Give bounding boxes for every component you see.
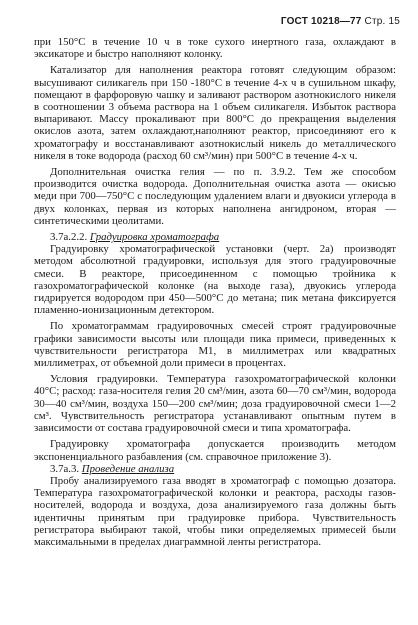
page-number: Стр. 15 <box>364 16 400 27</box>
section-heading <box>34 463 396 475</box>
section-title: Проведение анализа <box>81 462 175 475</box>
page-header <box>281 16 400 27</box>
paragraph: Условия градуировки. Температура газохроматографической колонки 40°С; расход: газа-носителя гелия 20 см³/мин, азота 60—70 см³/мин, водорода 30—40 см³/мин, воздуха 150—200 см³/мин; доза градуировочной смеси 1—2 см³. Чувствительность регистратора устанавливают опытным путем в зависимости от состава градуировочной смеси и типа хроматографа. <box>34 373 396 435</box>
section-heading <box>34 231 396 243</box>
paragraph: Катализатор для наполнения реактора готовят следующим образом: высушивают силикагель при 150 -180°С в течение 4-х ч в сушильном шкафу, помещают в фарфоровую чашку и заливают раствором азотнокислого никеля в соотношении 3 объема раствора на 1 объем силикагеля. Избыток раствора выпаривают. Массу прокаливают при 800°С до прекращения выделения окислов азота, затем охлаждают,наполняют реактор, присоединяют его к хроматографу и восстанавливают азотнокислый никель до металлического никеля в токе водорода (расход 60 см³/мин) при 500°С в течение 4-х ч. <box>34 64 396 162</box>
standard-code: ГОСТ 10218—77 <box>280 16 362 27</box>
section-number: 3.7а.3. <box>50 462 80 475</box>
section-title: Градуировка хроматографа <box>89 231 220 244</box>
paragraph: Пробу анализируемого газа вводят в хроматограф с помощью дозатора. Температура газохроматографической колонки и реактора, расходы газов-носителей, водорода и воздуха, доза анализируемого газа должны быть идентичны принятым при градуировке прибора. Чувствительность регистратора выбирают такой, чтобы пики определяемых примесей были максимальными в пределах диаграммной ленты регистратора. <box>34 474 396 548</box>
paragraph: По хроматограммам градуировочных смесей строят градуировочные графики зависимости высоты или площади пика примеси, приведенных к чувствительности регистратора M1, в миллиметрах или квадратных миллиметрах, от объемной доли примеси в процентах. <box>34 320 396 370</box>
section-number: 3.7а.2.2. <box>50 231 88 244</box>
paragraph: Дополнительная очистка гелия — по п. 3.9.2. Тем же способом производится очистка водорода. Дополнительная очистка азота — окисью меди при 700—750°С с последующим удалением влаги и двуокиси углерода в двух колонках, первая из которых наполнена ангидроном, вторая — синтетическими цеолитами. <box>34 166 396 227</box>
paragraph: Градуировку хроматографической установки (черт. 2а) производят методом абсолютной градуировки, используя для этого градуировочные смеси. В реакторе, присоединенном с помощью тройника к газохроматографической колонке (на выходе газа), двуокись углерода гидрируется водородом при 450—500°С до метана; пик метана фиксируется пламенно-ионизационным детектором. <box>34 243 396 317</box>
document-body <box>34 36 396 548</box>
paragraph: Градуировку хроматографа допускается производить методом экспоненциального разбавления (см. справочное приложение 3). <box>34 438 396 463</box>
paragraph: при 150°С в течение 10 ч в токе сухого инертного газа, охлаждают в эксикаторе и быстро наполняют колонку. <box>34 36 396 61</box>
